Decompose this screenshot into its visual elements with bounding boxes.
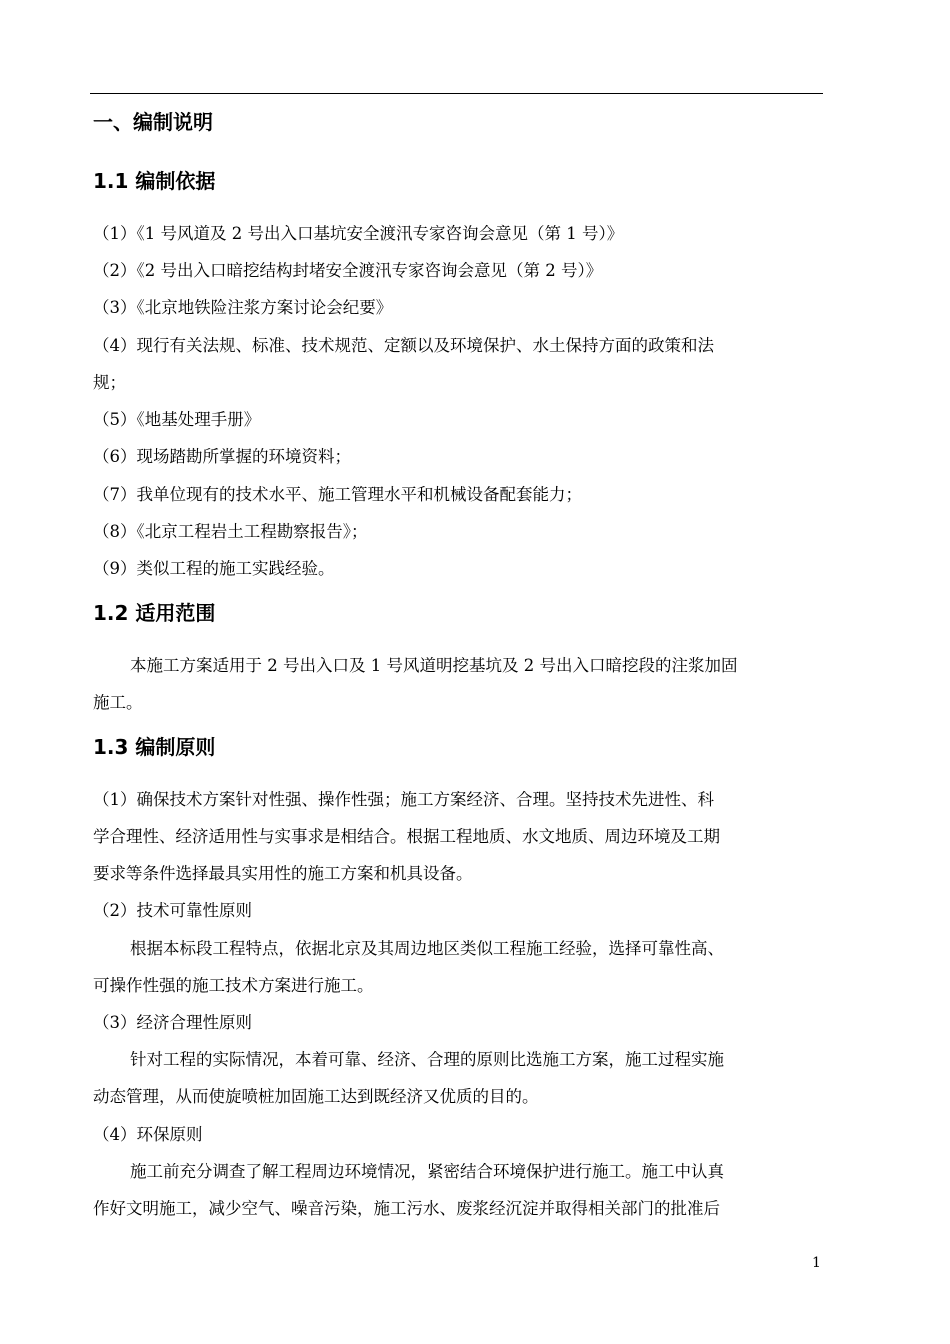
basis-item-4: （4）现行有关法规、标准、技术规范、定额以及环境保护、水土保持方面的政策和法	[93, 336, 714, 355]
principle-heading-3: （3）经济合理性原则	[93, 1013, 252, 1032]
principle-line-6: 可操作性强的施工技术方案进行施工。	[93, 976, 374, 995]
principle-heading-4: （4）环保原则	[93, 1125, 203, 1144]
basis-item-5: （5）《地基处理手册》	[93, 410, 261, 429]
principle-line-8: 针对工程的实际情况，本着可靠、经济、合理的原则比选施工方案，施工过程实施	[130, 1050, 724, 1069]
basis-item-1: （1）《1 号风道及 2 号出入口基坑安全渡汛专家咨询会意见（第 1 号）》	[93, 224, 624, 243]
scope-line-2: 施工。	[93, 693, 143, 712]
header-rule	[90, 93, 823, 94]
scope-line-1: 本施工方案适用于 2 号出入口及 1 号风道明挖基坑及 2 号出入口暗挖段的注浆加固	[130, 656, 738, 675]
principle-line-12: 作好文明施工，减少空气、噪音污染，施工污水、废浆经沉淀并取得相关部门的批准后	[93, 1199, 720, 1218]
basis-item-9: （9）类似工程的施工实践经验。	[93, 559, 335, 578]
principle-line-2: 学合理性、经济适用性与实事求是相结合。根据工程地质、水文地质、周边环境及工期	[93, 827, 720, 846]
basis-item-6: （6）现场踏勘所掌握的环境资料；	[93, 447, 351, 466]
principle-heading-2: （2）技术可靠性原则	[93, 901, 252, 920]
basis-item-7: （7）我单位现有的技术水平、施工管理水平和机械设备配套能力；	[93, 485, 582, 504]
page-number: 1	[812, 1255, 821, 1271]
basis-item-8: （8）《北京工程岩土工程勘察报告》；	[93, 522, 368, 541]
principle-line-5: 根据本标段工程特点，依据北京及其周边地区类似工程施工经验，选择可靠性高、	[130, 939, 724, 958]
section-heading-main: 一、编制说明	[93, 110, 213, 134]
principle-line-11: 施工前充分调查了解工程周边环境情况，紧密结合环境保护进行施工。施工中认真	[130, 1162, 724, 1181]
principle-line-9: 动态管理，从而使旋喷桩加固施工达到既经济又优质的目的。	[93, 1087, 539, 1106]
principle-line-1: （1）确保技术方案针对性强、操作性强；施工方案经济、合理。坚持技术先进性、科	[93, 790, 714, 809]
principle-line-3: 要求等条件选择最具实用性的施工方案和机具设备。	[93, 864, 473, 883]
section-heading-1-1: 1.1 编制依据	[93, 169, 216, 193]
section-heading-1-2: 1.2 适用范围	[93, 601, 216, 625]
section-heading-1-3: 1.3 编制原则	[93, 735, 216, 759]
basis-item-4-cont: 规；	[93, 373, 126, 392]
basis-item-2: （2）《2 号出入口暗挖结构封堵安全渡汛专家咨询会意见（第 2 号）》	[93, 261, 603, 280]
basis-item-3: （3）《北京地铁险注浆方案讨论会纪要》	[93, 298, 393, 317]
